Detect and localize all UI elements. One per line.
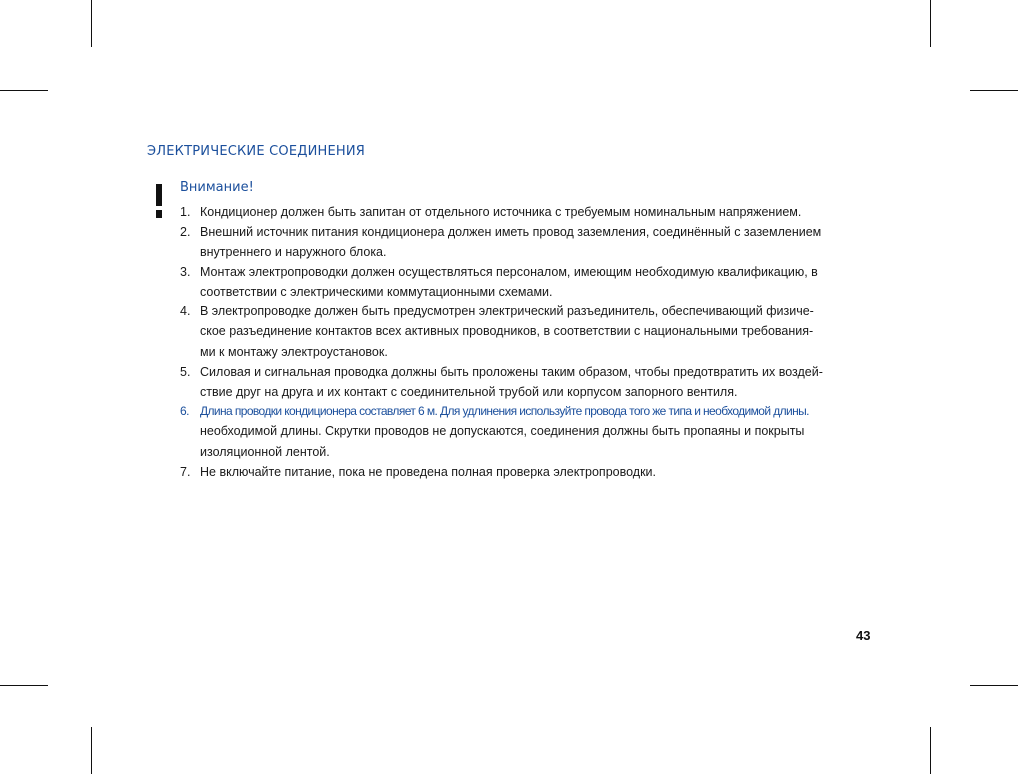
- list-item-number: 7.: [180, 465, 191, 479]
- list-item-line: Длина проводки кондиционера составляет 6 м. Для удлинения используйте провода того же типа и необходимой длины.: [200, 404, 809, 418]
- list-item: [180, 262, 818, 303]
- crop-mark-left-top: [0, 90, 48, 91]
- list-item: [180, 222, 821, 263]
- crop-mark-top-left: [91, 0, 92, 47]
- list-item: [180, 301, 814, 362]
- list-item-line: Монтаж электропроводки должен осуществляться персоналом, имеющим необходимую квалификацию, в: [200, 265, 818, 279]
- crop-mark-top-right: [930, 0, 931, 47]
- list-item-number: 6.: [180, 404, 189, 418]
- list-item-line: Не включайте питание, пока не проведена полная проверка электропроводки.: [200, 465, 656, 479]
- list-item-line: необходимой длины. Скрутки проводов не допускаются, соединения должны быть пропаяны и покрыты: [200, 424, 805, 439]
- list-item-line: соответствии с электрическими коммутационными схемами.: [200, 285, 553, 300]
- crop-mark-right-bottom: [970, 685, 1018, 686]
- list-item-line: Силовая и сигнальная проводка должны быть проложены таким образом, чтобы предотвратить их воздей-: [200, 365, 823, 379]
- list-item-line: В электропроводке должен быть предусмотрен электрический разъединитель, обеспечивающий физиче-: [200, 304, 814, 318]
- list-item-number: 3.: [180, 265, 191, 279]
- list-item-line: изоляционной лентой.: [200, 444, 330, 459]
- list-item-number: 2.: [180, 225, 191, 239]
- list-item-line: ствие друг на друга и их контакт с соединительной трубой или корпусом запорного вентиля.: [200, 385, 738, 400]
- list-item-line: Кондиционер должен быть запитан от отдельного источника с требуемым номинальным напряжением.: [200, 205, 802, 219]
- exclamation-icon: [156, 184, 162, 220]
- list-item: [180, 362, 823, 403]
- list-item-line: Внешний источник питания кондиционера должен иметь провод заземления, соединённый с заземлением: [200, 225, 822, 239]
- list-item: [180, 202, 801, 222]
- crop-mark-bottom-right: [930, 727, 931, 774]
- crop-mark-bottom-left: [91, 727, 92, 774]
- page-number: 43: [856, 628, 871, 643]
- list-item-line: ское разъединение контактов всех активных проводников, в соответствии с национальными требования-: [200, 324, 814, 339]
- warning-heading: Внимание!: [180, 180, 254, 195]
- list-item-number: 4.: [180, 304, 191, 318]
- crop-mark-right-top: [970, 90, 1018, 91]
- list-item: [180, 401, 809, 462]
- list-item-number: 5.: [180, 365, 191, 379]
- list-item-line: ми к монтажу электроустановок.: [200, 344, 388, 359]
- crop-mark-left-bottom: [0, 685, 48, 686]
- list-item-number: 1.: [180, 205, 191, 219]
- section-title: ЭЛЕКТРИЧЕСКИЕ СОЕДИНЕНИЯ: [147, 144, 366, 159]
- list-item-line: внутреннего и наружного блока.: [200, 245, 387, 260]
- list-item: [180, 462, 656, 482]
